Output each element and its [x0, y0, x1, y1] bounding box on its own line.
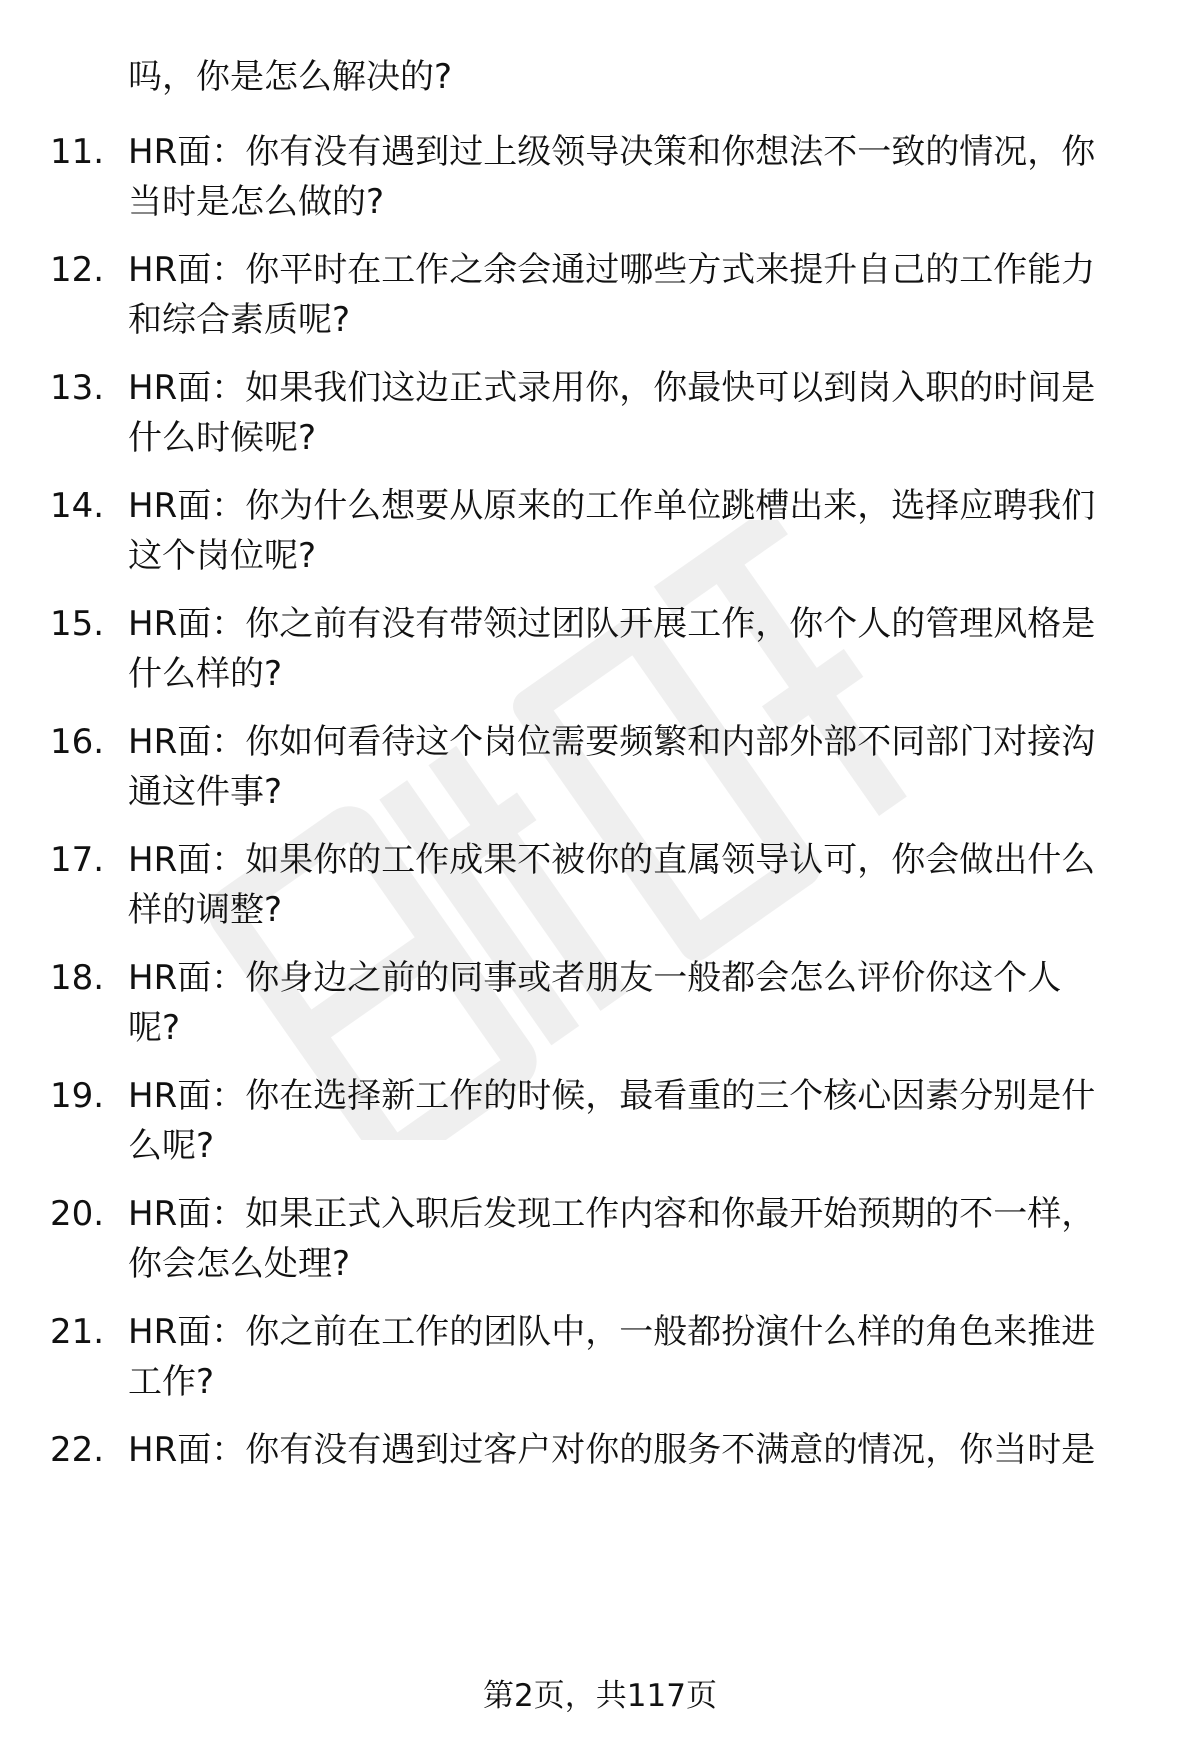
question-line: HR面：你如何看待这个岗位需要频繁和内部外部不同部门对接沟 [128, 722, 1096, 762]
question-number: 19. [50, 1076, 105, 1116]
question-number: 12. [50, 250, 105, 290]
question-text [128, 127, 1158, 227]
question-number: 17. [50, 840, 105, 880]
question-text [128, 953, 1158, 1053]
question-text [128, 363, 1158, 463]
question-line: 什么样的? [128, 654, 283, 694]
question-line: 么呢? [128, 1126, 215, 1166]
question-number: 16. [50, 722, 105, 762]
question-line: 呢? [128, 1008, 181, 1048]
question-line: HR面：如果我们这边正式录用你，你最快可以到岗入职的时间是 [128, 368, 1096, 408]
question-line: 和综合素质呢? [128, 300, 351, 340]
question-text [128, 835, 1158, 935]
question-line: HR面：你有没有遇到过客户对你的服务不满意的情况，你当时是 [128, 1430, 1096, 1470]
question-number: 20. [50, 1194, 105, 1234]
question-number: 21. [50, 1312, 105, 1352]
question-text [128, 481, 1158, 581]
question-text [128, 599, 1158, 699]
question-line: HR面：你之前在工作的团队中，一般都扮演什么样的角色来推进 [128, 1312, 1096, 1352]
question-text [128, 1307, 1158, 1407]
question-text [128, 52, 1158, 102]
question-text [128, 1189, 1158, 1289]
question-text [128, 1425, 1158, 1475]
question-number: 22. [50, 1430, 105, 1470]
question-line: HR面：你之前有没有带领过团队开展工作，你个人的管理风格是 [128, 604, 1096, 644]
question-line: 通这件事? [128, 772, 283, 812]
question-text [128, 245, 1158, 345]
question-line: HR面：你身边之前的同事或者朋友一般都会怎么评价你这个人 [128, 958, 1062, 998]
question-line: HR面：如果你的工作成果不被你的直属领导认可，你会做出什么 [128, 840, 1096, 880]
question-line: 你会怎么处理? [128, 1244, 351, 1284]
page-footer: 第2页，共117页 [483, 1678, 717, 1714]
question-text [128, 717, 1158, 817]
question-line: HR面：你在选择新工作的时候，最看重的三个核心因素分别是什 [128, 1076, 1096, 1116]
question-number: 11. [50, 132, 105, 172]
question-line: 当时是怎么做的? [128, 182, 385, 222]
question-number: 14. [50, 486, 105, 526]
question-number: 18. [50, 958, 105, 998]
question-text [128, 1071, 1158, 1171]
question-line: HR面：如果正式入职后发现工作内容和你最开始预期的不一样， [128, 1194, 1096, 1234]
question-line: 样的调整? [128, 890, 283, 930]
question-line: 这个岗位呢? [128, 536, 317, 576]
question-line: 吗，你是怎么解决的? [128, 57, 453, 97]
question-line: HR面：你平时在工作之余会通过哪些方式来提升自己的工作能力 [128, 250, 1096, 290]
question-number: 15. [50, 604, 105, 644]
question-line: HR面：你为什么想要从原来的工作单位跳槽出来，选择应聘我们 [128, 486, 1096, 526]
question-line: HR面：你有没有遇到过上级领导决策和你想法不一致的情况，你 [128, 132, 1096, 172]
question-line: 什么时候呢? [128, 418, 317, 458]
question-number: 13. [50, 368, 105, 408]
question-line: 工作? [128, 1362, 215, 1402]
